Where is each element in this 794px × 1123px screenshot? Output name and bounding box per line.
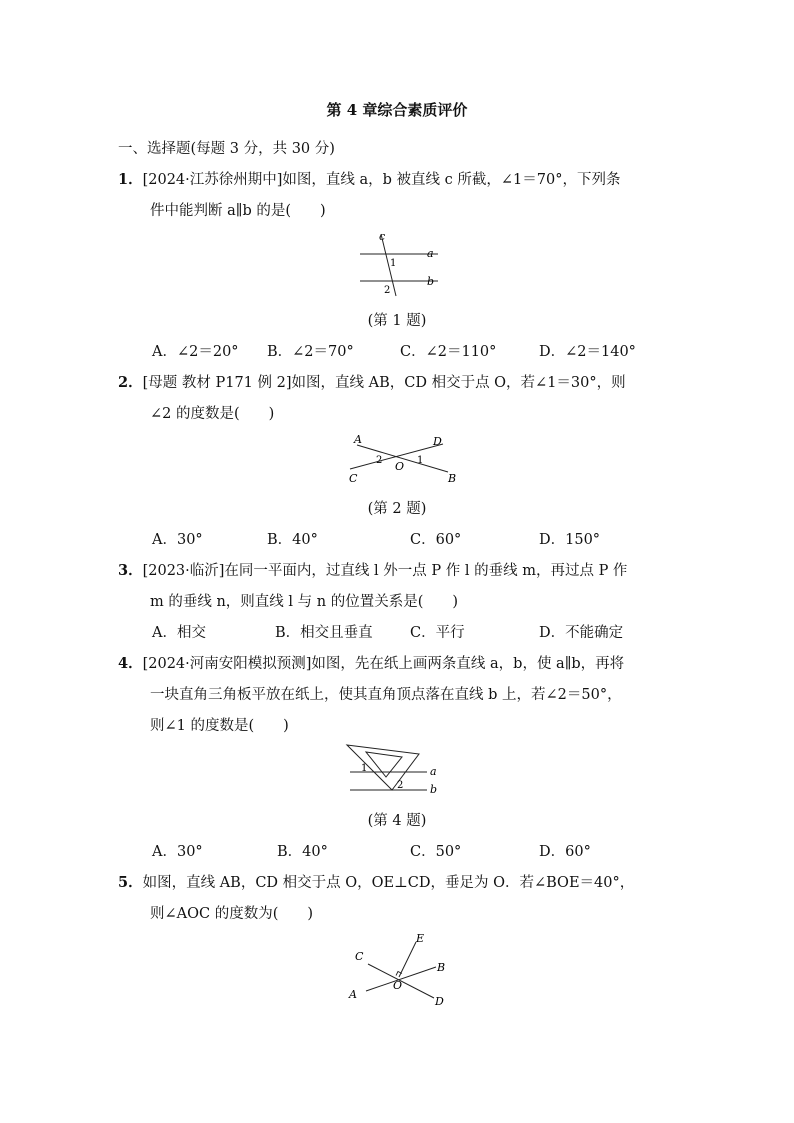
question-3 — [118, 559, 627, 580]
figure-label: O — [393, 979, 403, 992]
figure-4 — [342, 740, 457, 798]
figure-caption: (第 2 题) — [367, 501, 427, 517]
option-d[interactable]: D．150° — [539, 532, 601, 548]
question-number: 5． — [118, 874, 143, 891]
question-text-line: [2024·江苏徐州期中]如图，直线 a，b 被直线 c 所截，∠1＝70°，下列条 — [142, 172, 621, 188]
figure-label: C — [355, 950, 364, 963]
question-number: 3． — [118, 562, 143, 579]
figure-5 — [340, 928, 460, 1010]
section-heading: 一、选择题(每题 3 分，共 30 分) — [118, 141, 335, 157]
option-b[interactable]: B．相交且垂直 — [275, 625, 373, 641]
question-1 — [118, 168, 620, 189]
figure-label: c — [379, 230, 386, 243]
option-b[interactable]: B．40° — [277, 844, 328, 860]
figure-caption: (第 4 题) — [367, 813, 427, 829]
question-number: 2． — [118, 374, 143, 391]
question-text-line: 则∠1 的度数是( ) — [150, 718, 289, 734]
figure-label: E — [416, 932, 425, 945]
question-4 — [118, 652, 624, 673]
figure-label: D — [433, 435, 442, 448]
question-2 — [118, 371, 626, 392]
figure-label: 2 — [384, 285, 391, 296]
option-d[interactable]: D．∠2＝140° — [539, 344, 636, 360]
figure-caption: (第 1 题) — [367, 313, 427, 329]
option-d[interactable]: D．60° — [539, 844, 591, 860]
figure-label: 2 — [397, 780, 404, 791]
figure-label: C — [349, 472, 358, 485]
question-5 — [118, 871, 634, 892]
question-text-line: [2024·河南安阳模拟预测]如图，先在纸上画两条直线 a，b，使 a∥b，再将 — [142, 656, 625, 672]
page-title: 第 4 章综合素质评价 — [326, 101, 468, 119]
figure-label: 1 — [361, 763, 368, 774]
figure-label: a — [430, 765, 437, 778]
question-text-line: 如图，直线 AB，CD 相交于点 O，OE⊥CD，垂足为 O．若∠BOE＝40°， — [142, 875, 635, 891]
question-text-line: 一块直角三角板平放在纸上，使其直角顶点落在直线 b 上，若∠2＝50°， — [150, 687, 622, 703]
question-text-line: [2023·临沂]在同一平面内，过直线 l 外一点 P 作 l 的垂线 m，再过点 P 作 — [142, 563, 628, 579]
figure-label: 1 — [390, 258, 397, 269]
figure-label: 1 — [417, 455, 424, 466]
figure-1 — [350, 228, 450, 300]
figure-label: B — [448, 472, 457, 485]
option-b[interactable]: B．40° — [267, 532, 318, 548]
figure-label: b — [430, 783, 438, 796]
triangle-ruler-inner — [366, 752, 402, 777]
figure-label: B — [437, 961, 446, 974]
triangle-ruler-outer — [347, 745, 419, 790]
option-b[interactable]: B．∠2＝70° — [267, 344, 354, 360]
question-number: 1． — [118, 171, 143, 188]
figure-label: 2 — [376, 455, 383, 466]
option-c[interactable]: C．平行 — [410, 625, 465, 641]
option-a[interactable]: A．30° — [152, 844, 203, 860]
option-c[interactable]: C．50° — [410, 844, 462, 860]
question-number: 4． — [118, 655, 143, 672]
option-c[interactable]: C．60° — [410, 532, 462, 548]
ray-oe — [399, 942, 416, 977]
option-c[interactable]: C．∠2＝110° — [400, 344, 497, 360]
question-text-line: ∠2 的度数是( ) — [150, 406, 275, 422]
option-d[interactable]: D．不能确定 — [539, 625, 624, 641]
figure-label: a — [427, 247, 434, 260]
option-a[interactable]: A．30° — [152, 532, 203, 548]
question-text-line: m 的垂线 n，则直线 l 与 n 的位置关系是( ) — [150, 594, 459, 610]
figure-label: A — [354, 433, 362, 446]
question-text-line: 则∠AOC 的度数为( ) — [150, 906, 314, 922]
question-text-line: [母题 教材 P171 例 2]如图，直线 AB，CD 相交于点 O，若∠1＝30°，则 — [142, 375, 626, 391]
question-text-line: 件中能判断 a∥b 的是( ) — [150, 203, 326, 219]
option-a[interactable]: A．相交 — [152, 625, 206, 641]
figure-label: b — [427, 275, 435, 288]
figure-2 — [340, 428, 460, 488]
figure-label: D — [435, 995, 444, 1008]
option-a[interactable]: A．∠2＝20° — [152, 344, 239, 360]
figure-label: O — [395, 460, 405, 473]
figure-label: A — [349, 988, 357, 1001]
